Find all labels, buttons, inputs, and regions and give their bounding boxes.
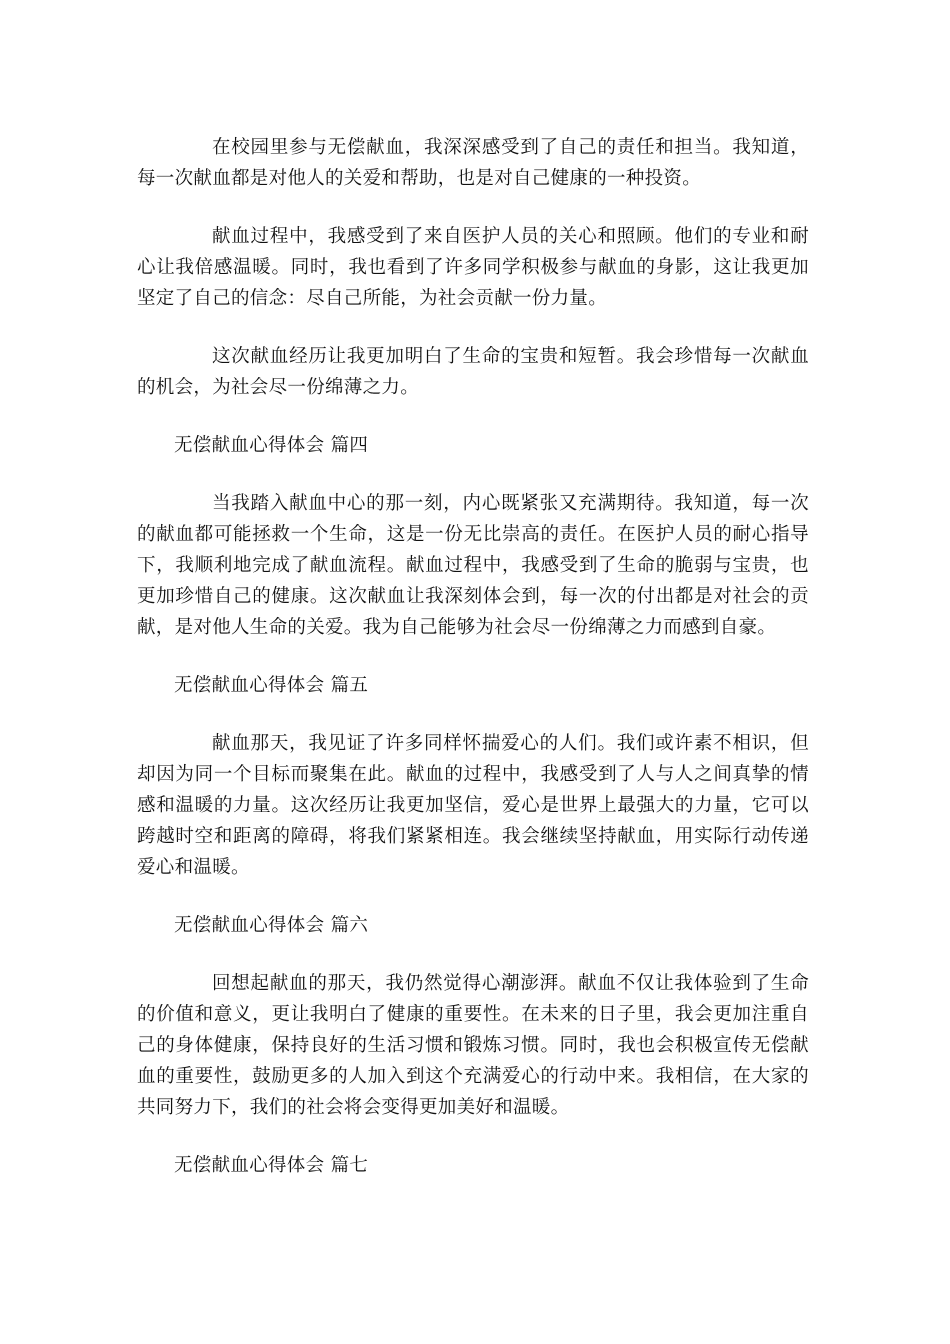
paragraph-2: 献血过程中，我感受到了来自医护人员的关心和照顾。他们的专业和耐心让我倍感温暖。同时，我也看到了许多同学积极参与献血的身影，这让我更加坚定了自己的信念：尽自己所能，为社会贡献一份力量。 xyxy=(137,226,809,309)
section-body-4: 当我踏入献血中心的那一刻，内心既紧张又充满期待。我知道，每一次的献血都可能拯救一个生命，这是一份无比崇高的责任。在医护人员的耐心指导下，我顺利地完成了献血流程。献血过程中，我感受到了生命的脆弱与宝贵，也更加珍惜自己的健康。这次献血让我深刻体会到，每一次的付出都是对社会的贡献，是对他人生命的关爱。我为自己能够为社会尽一份绵薄之力而感到自豪。 xyxy=(137,493,809,638)
paragraph-1: 在校园里参与无偿献血，我深深感受到了自己的责任和担当。我知道，每一次献血都是对他人的关爱和帮助，也是对自己健康的一种投资。 xyxy=(137,137,809,189)
section-heading-7: 无偿献血心得体会 篇七 xyxy=(174,1155,369,1176)
section-heading-6: 无偿献血心得体会 篇六 xyxy=(174,915,369,936)
document-page xyxy=(137,132,809,1208)
section-body-6: 回想起献血的那天，我仍然觉得心潮澎湃。献血不仅让我体验到了生命的价值和意义，更让我明白了健康的重要性。在未来的日子里，我会更加注重自己的身体健康，保持良好的生活习惯和锻炼习惯。同时，我也会积极宣传无偿献血的重要性，鼓励更多的人加入到这个充满爱心的行动中来。我相信，在大家的共同努力下，我们的社会将会变得更加美好和温暖。 xyxy=(137,973,809,1118)
section-heading-4: 无偿献血心得体会 篇四 xyxy=(174,435,369,456)
section-body-5: 献血那天，我见证了许多同样怀揣爱心的人们。我们或许素不相识，但却因为同一个目标而聚集在此。献血的过程中，我感受到了人与人之间真挚的情感和温暖的力量。这次经历让我更加坚信，爱心是世界上最强大的力量，它可以跨越时空和距离的障碍，将我们紧紧相连。我会继续坚持献血，用实际行动传递爱心和温暖。 xyxy=(137,733,809,878)
paragraph-3: 这次献血经历让我更加明白了生命的宝贵和短暂。我会珍惜每一次献血的机会，为社会尽一份绵薄之力。 xyxy=(137,346,809,398)
section-heading-5: 无偿献血心得体会 篇五 xyxy=(174,675,369,696)
